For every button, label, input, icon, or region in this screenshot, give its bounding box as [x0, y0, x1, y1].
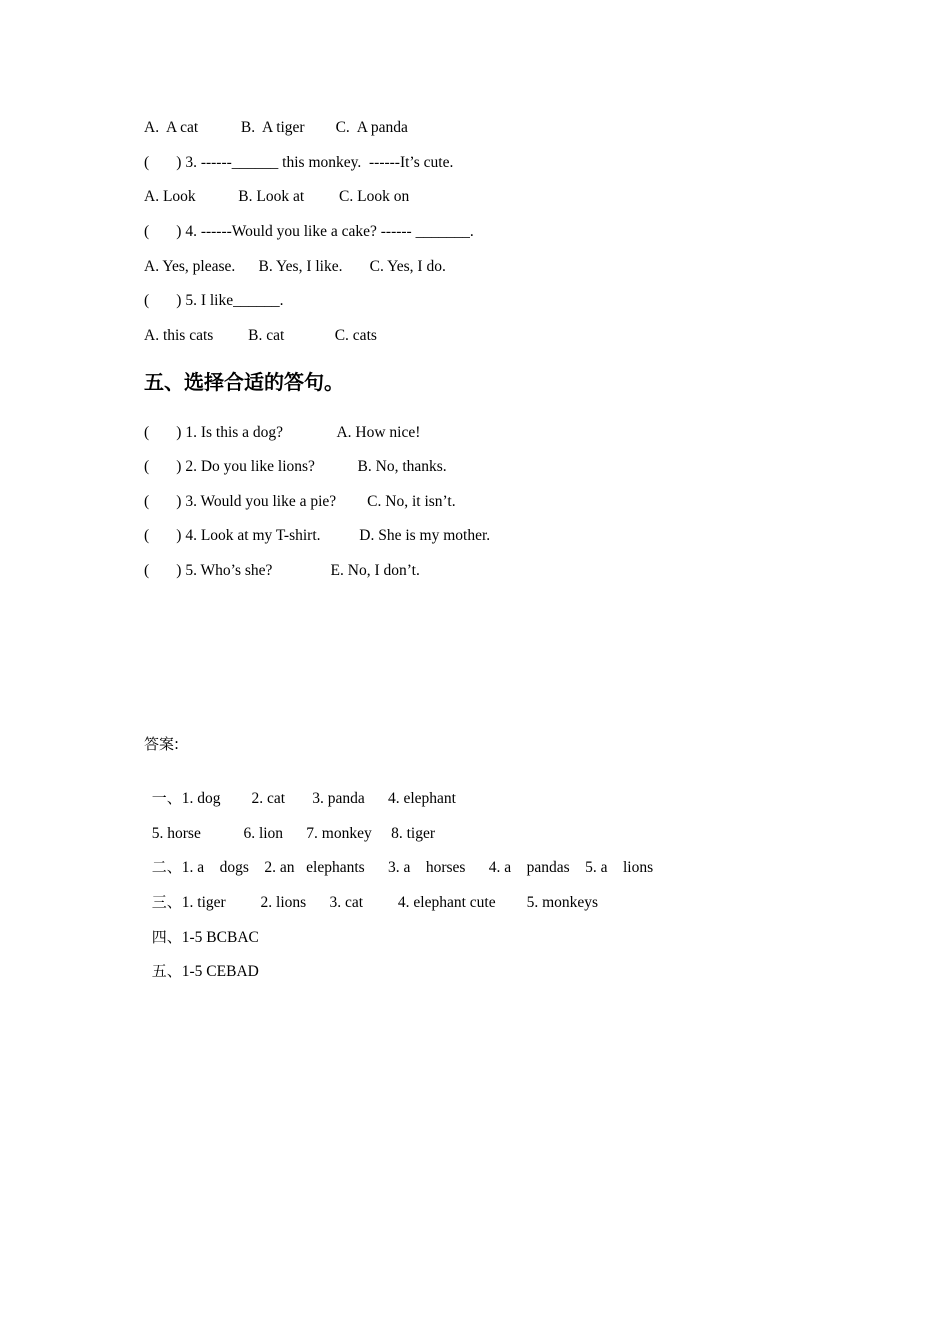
answer-prefix: 三、 [151, 893, 182, 911]
question-line: ( ) 3. ------______ this monkey. ------It’s cute. [144, 154, 454, 171]
matching-line: ( ) 3. Would you like a pie? C. No, it isn’t. [144, 493, 456, 510]
option-line: A. this cats B. cat C. cats [144, 327, 377, 344]
answer-text: 1. tiger 2. lions 3. cat 4. elephant cute 5. monkeys [181, 894, 599, 911]
question-line: ( ) 4. ------Would you like a cake? ------ _______. [144, 223, 474, 240]
question-line: ( ) 5. I like______. [144, 292, 284, 309]
answers-title: 答案: [144, 735, 180, 753]
answer-text: 1-5 CEBAD [181, 963, 259, 980]
matching-line: ( ) 4. Look at my T-shirt. D. She is my mother. [144, 527, 491, 544]
section-five-title: 五、选择合适的答句。 [144, 370, 344, 394]
answer-text: 1. dog 2. cat 3. panda 4. elephant [181, 790, 456, 807]
matching-line: ( ) 1. Is this a dog? A. How nice! [144, 424, 421, 441]
option-line: A. Yes, please. B. Yes, I like. C. Yes, I do. [144, 258, 446, 275]
answer-prefix: 一、 [151, 789, 182, 807]
option-line: A. Look B. Look at C. Look on [144, 188, 410, 205]
matching-line: ( ) 2. Do you like lions? B. No, thanks. [144, 458, 447, 475]
answer-line [144, 941, 259, 982]
answer-prefix: 二、 [151, 858, 182, 876]
answer-prefix: 四、 [151, 928, 182, 946]
option-line: A. A cat B. A tiger C. A panda [144, 119, 408, 136]
matching-line: ( ) 5. Who’s she? E. No, I don’t. [144, 562, 420, 579]
answer-prefix: 五、 [151, 962, 182, 980]
answer-text: 1. a dogs 2. an elephants 3. a horses 4. a pandas 5. a lions [181, 859, 654, 876]
answer-text: 1-5 BCBAC [181, 929, 259, 946]
answer-text: 5. horse 6. lion 7. monkey 8. tiger [151, 825, 436, 842]
